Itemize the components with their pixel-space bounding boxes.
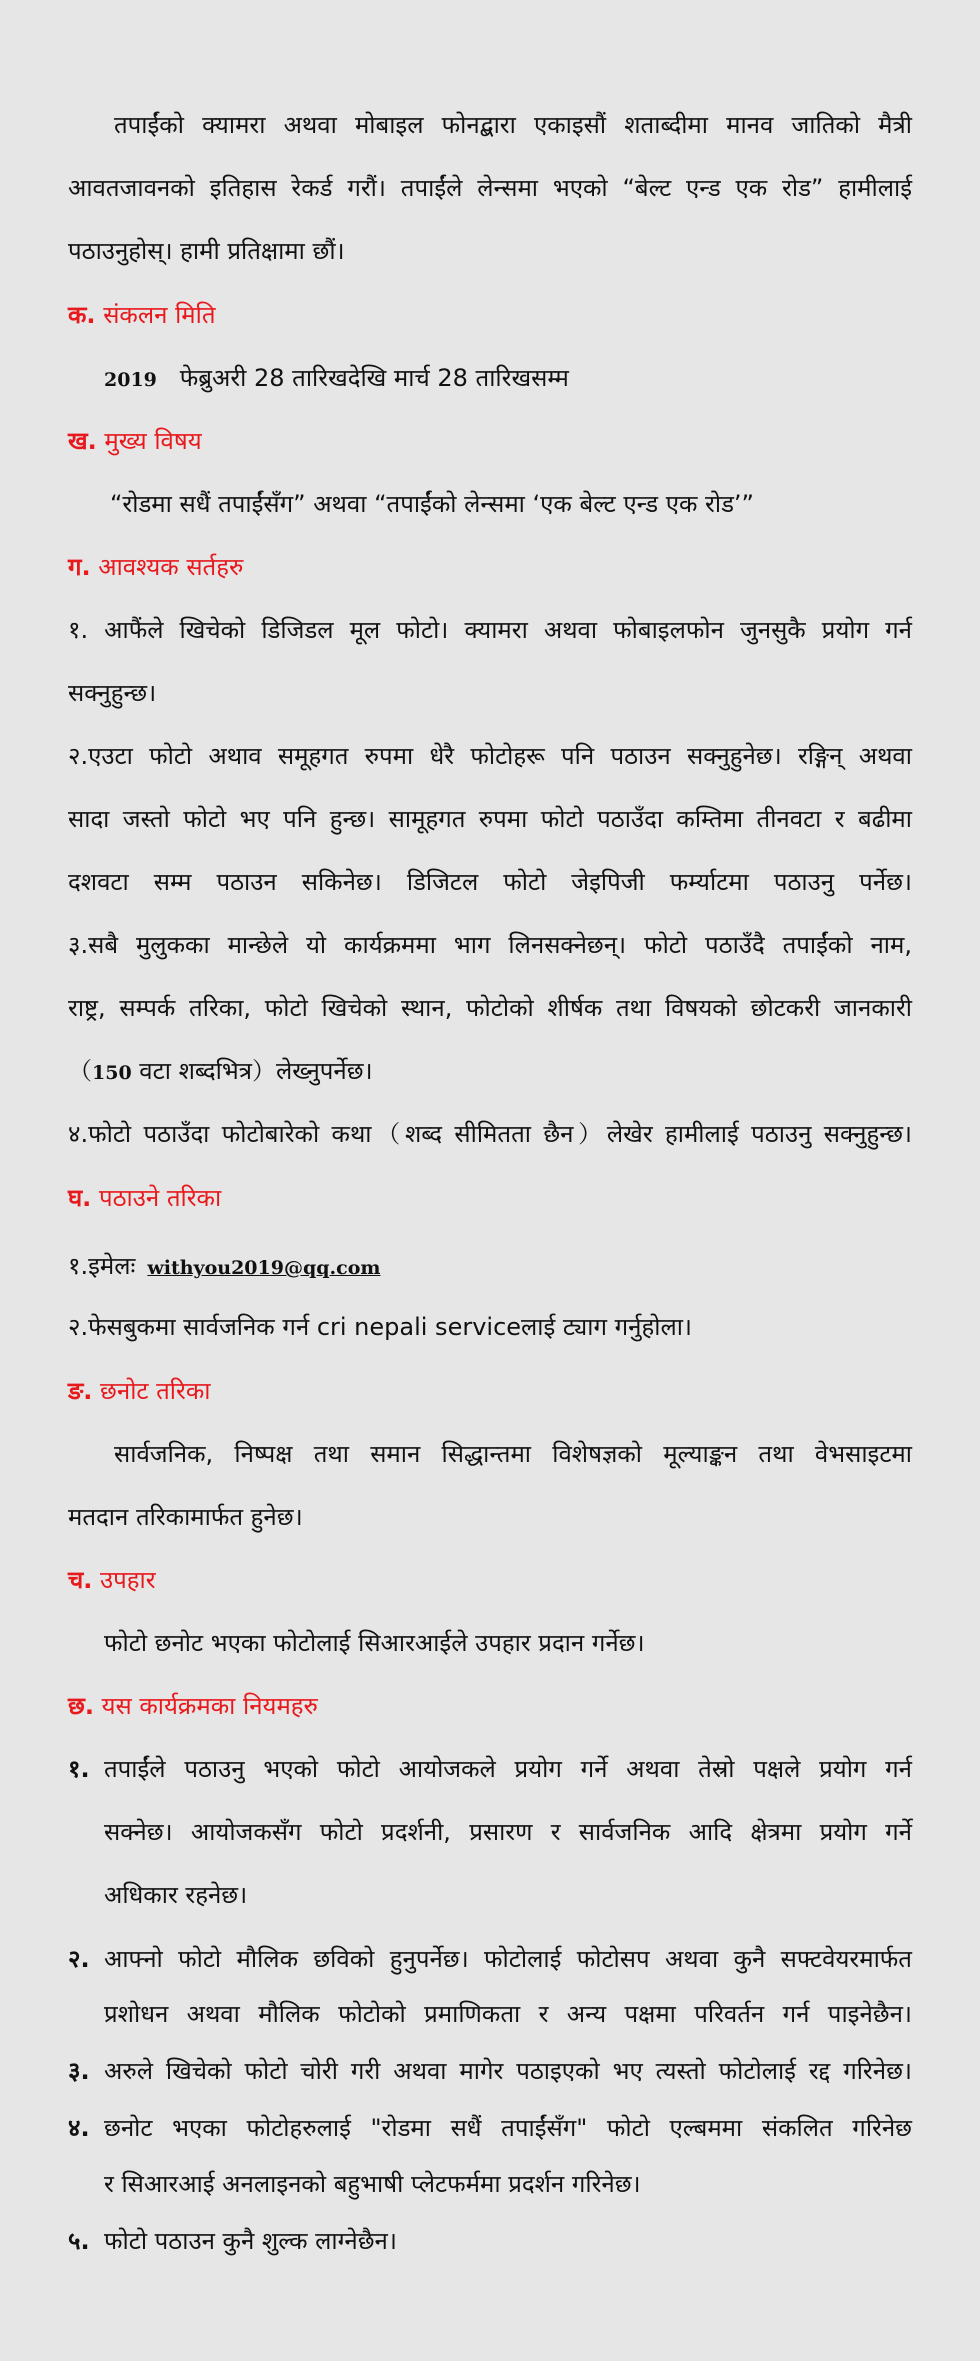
rule-number: ४. bbox=[68, 2114, 90, 2142]
rule-3-line-1: अरुले खिचेको फोटो चोरी गरी अथवा मागेर पठाइएको भए त्यस्तो फोटोलाई रद्द गरिनेछ। bbox=[104, 2057, 912, 2085]
rule-2-line-2: प्रशोधन अथवा मौलिक फोटोको प्रमाणिकता र अन्य पक्षमा परिवर्तन गर्न पाइनेछैन। bbox=[104, 2000, 912, 2028]
requirement-3-line-3-rest: वटा शब्दभित्र）लेख्नुपर्नेछ। bbox=[131, 1057, 373, 1085]
rule-5-line-1: फोटो पठाउन कुनै शुल्क लाग्नेछैन। bbox=[104, 2227, 397, 2255]
section-title: छनोट तरिका bbox=[100, 1377, 211, 1405]
section-title: पठाउने तरिका bbox=[98, 1184, 222, 1212]
section-heading-cha bbox=[68, 1560, 156, 1600]
main-theme-text: “रोडमा सधैं तपाईंसँग” अथवा “तपाईंको लेन्समा ‘एक बेल्ट एन्ड एक रोड’” bbox=[110, 490, 754, 518]
rule-2-line-1: आफ्नो फोटो मौलिक छविको हुनुपर्नेछ। फोटोलाई फोटोसप अथवा कुनै सफ्टवेयरमार्फत bbox=[104, 1945, 912, 1973]
intro-line-2: आवतजावनको इतिहास रेकर्ड गरौं। तपाईंले लेन्समा भएको “बेल्ट एन्ड एक रोड” हामीलाई bbox=[68, 174, 912, 202]
collection-date bbox=[104, 358, 912, 400]
email-label: १.इमेलः bbox=[68, 1252, 136, 1280]
section-marker: घ. bbox=[68, 1184, 92, 1212]
rule-number: १. bbox=[68, 1755, 90, 1783]
requirement-2-line-2: सादा जस्तो फोटो भए पनि हुन्छ। सामूहगत रुपमा फोटो पठाउँदा कम्तिमा तीनवटा र बढीमा bbox=[68, 805, 912, 833]
rule-1-line-1: तपाईंले पठाउनु भएको फोटो आयोजकले प्रयोग गर्ने अथवा तेस्रो पक्षले प्रयोग गर्न bbox=[104, 1755, 912, 1783]
intro-line-1: तपाईंको क्यामरा अथवा मोबाइल फोनद्बारा एकाइसौं शताब्दीमा मानव जातिको मैत्री bbox=[114, 111, 912, 139]
gift-text: फोटो छनोट भएका फोटोलाई सिआरआईले उपहार प्रदान गर्नेछ। bbox=[104, 1629, 645, 1657]
collection-date-text: फेब्रुअरी 28 तारिखदेखि मार्च 28 तारिखसम्म bbox=[179, 364, 569, 392]
section-title: मुख्य विषय bbox=[104, 427, 202, 455]
rule-4-line-2: र सिआरआई अनलाइनको बहुभाषी प्लेटफर्ममा प्रदर्शन गरिनेछ। bbox=[104, 2170, 641, 2198]
section-title: उपहार bbox=[100, 1566, 156, 1594]
selection-method-line-1: सार्वजनिक, निष्पक्ष तथा समान सिद्धान्तमा विशेषज्ञको मूल्याङ्कन तथा वेभसाइटमा bbox=[114, 1440, 912, 1468]
section-marker: क. bbox=[68, 301, 96, 329]
section-title: संकलन मिति bbox=[103, 301, 216, 329]
rule-number: २. bbox=[68, 1945, 90, 1973]
section-marker: छ. bbox=[68, 1692, 94, 1720]
section-marker: ख. bbox=[68, 427, 97, 455]
requirement-1-line-1: १. आफैंले खिचेको डिजिडल मूल फोटो। क्यामरा अथवा फोबाइलफोन जुनसुकै प्रयोग गर्न bbox=[68, 616, 912, 644]
requirement-1-line-2: सक्नुहुन्छ। bbox=[68, 679, 157, 707]
section-heading-nga bbox=[68, 1371, 211, 1411]
requirement-2-line-1: २.एउटा फोटो अथाव समूहगत रुपमा धेरै फोटोहरू पनि पठाउन सक्नुहुनेछ। रङ्गिन् अथवा bbox=[68, 742, 912, 770]
requirement-3-line-3 bbox=[68, 1051, 912, 1093]
rule-number: ५. bbox=[68, 2227, 90, 2255]
email-line bbox=[68, 1246, 912, 1288]
rule-1-line-2: सक्नेछ। आयोजकसँग फोटो प्रदर्शनी, प्रसारण र सार्वजनिक आदि क्षेत्रमा प्रयोग गर्ने bbox=[104, 1818, 912, 1846]
intro-line-3: पठाउनुहोस्। हामी प्रतिक्षामा छौं। bbox=[68, 237, 345, 265]
rule-1-line-3: अधिकार रहनेछ। bbox=[104, 1881, 248, 1909]
paren-open: （ bbox=[68, 1057, 92, 1085]
section-title: आवश्यक सर्तहरु bbox=[98, 553, 244, 581]
facebook-line: २.फेसबुकमा सार्वजनिक गर्न cri nepali serviceलाई ट्याग गर्नुहोला। bbox=[68, 1313, 693, 1341]
word-limit-number: 150 bbox=[92, 1062, 132, 1084]
section-heading-chha bbox=[68, 1686, 318, 1726]
requirement-3-line-2: राष्ट्र, सम्पर्क तरिका, फोटो खिचेको स्थान, फोटोको शीर्षक तथा विषयको छोटकरी जानकारी bbox=[68, 994, 912, 1022]
email-link[interactable]: withyou2019@qq.com bbox=[147, 1257, 381, 1279]
collection-year: 2019 bbox=[104, 369, 157, 391]
section-heading-kha bbox=[68, 421, 202, 461]
requirement-2-line-3: दशवटा सम्म पठाउन सकिनेछ। डिजिटल फोटो जेइपिजी फर्म्याटमा पठाउनु पर्नेछ। bbox=[68, 868, 912, 896]
section-marker: च. bbox=[68, 1566, 93, 1594]
rule-4-line-1: छनोट भएका फोटोहरुलाई "रोडमा सधैं तपाईंसँग" फोटो एल्बममा संकलित गरिनेछ bbox=[104, 2114, 912, 2142]
section-heading-ka bbox=[68, 295, 216, 335]
requirement-4-line-1: ४.फोटो पठाउँदा फोटोबारेको कथा（शब्द सीमितता छैन）लेखेर हामीलाई पठाउनु सक्नुहुन्छ। bbox=[68, 1120, 912, 1148]
requirement-3-line-1: ३.सबै मुलुकका मान्छेले यो कार्यक्रममा भाग लिनसक्नेछन्। फोटो पठाउँदै तपाईंको नाम, bbox=[68, 931, 912, 959]
section-marker: ङ. bbox=[68, 1377, 93, 1405]
section-heading-gha bbox=[68, 1178, 221, 1218]
selection-method-line-2: मतदान तरिकामार्फत हुनेछ। bbox=[68, 1503, 303, 1531]
rule-number: ३. bbox=[68, 2057, 90, 2085]
section-heading-ga bbox=[68, 547, 243, 587]
section-marker: ग. bbox=[68, 553, 91, 581]
section-title: यस कार्यक्रमका नियमहरु bbox=[101, 1692, 318, 1720]
